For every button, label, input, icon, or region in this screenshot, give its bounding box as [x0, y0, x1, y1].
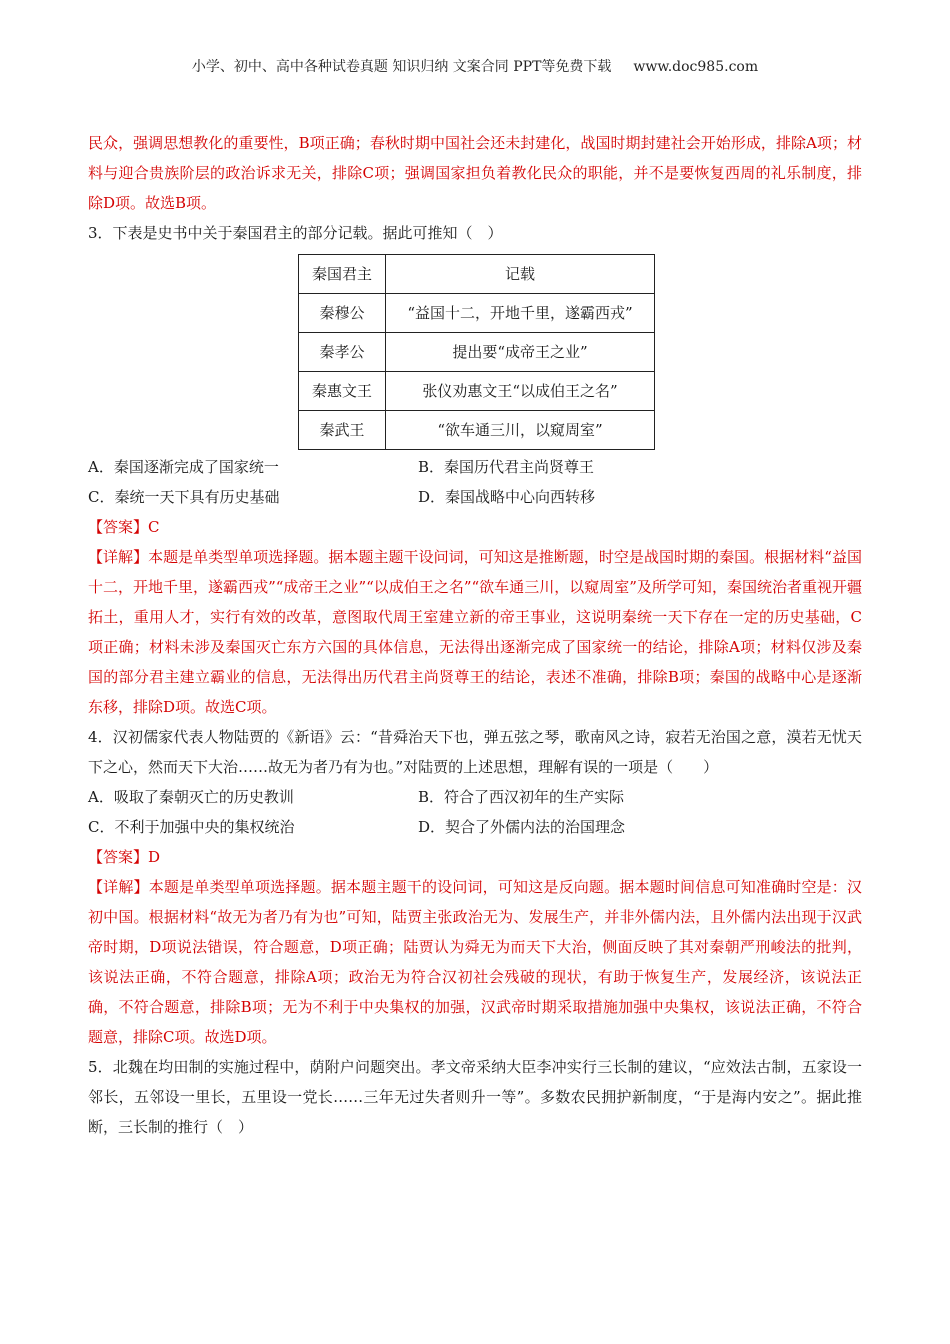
q4-answer: 【答案】D — [88, 848, 161, 866]
table-row — [299, 411, 655, 450]
table-header-cell: 记载 — [386, 255, 655, 294]
table-row — [299, 333, 655, 372]
q4-option-c: C．不利于加强中央的集权统治 — [88, 818, 295, 836]
q3-stem: 3．下表是史书中关于秦国君主的部分记载。据此可推知（ ） — [88, 224, 503, 242]
header-text: 小学、初中、高中各种试卷真题 知识归纳 文案合同 PPT等免费下载 — [191, 59, 612, 75]
header-site: www.doc985.com — [633, 59, 759, 75]
q4-option-d: D．契合了外儒内法的治国理念 — [418, 818, 626, 836]
table-cell: 秦惠文王 — [299, 372, 386, 411]
table-row — [299, 294, 655, 333]
table-row — [299, 372, 655, 411]
q3-options — [88, 452, 862, 512]
q3-option-b: B．秦国历代君主尚贤尊王 — [418, 458, 595, 476]
q3-option-a: A．秦国逐渐完成了国家统一 — [88, 458, 279, 476]
table-cell: “益国十二，开地千里，遂霸西戎” — [386, 294, 655, 333]
prev-explanation: 民众，强调思想教化的重要性，B项正确；春秋时期中国社会还未封建化，战国时期封建社会开始形成，排除A项；材料与迎合贵族阶层的政治诉求无关，排除C项；强调国家担负着教化民众的职能，并不是要恢复西周的礼乐制度，排除D项。故选B项。 — [88, 134, 862, 212]
table-cell: 张仪劝惠文王“以成伯王之名” — [386, 372, 655, 411]
table-cell: 秦孝公 — [299, 333, 386, 372]
q5-stem: 5．北魏在均田制的实施过程中，荫附户问题突出。孝文帝采纳大臣李冲实行三长制的建议，“应效法古制，五家设一邻长，五邻设一里长，五里设一党长……三年无过失者则升一等”。多数农民拥护新制度，“于是海内安之”。据此推断，三长制的推行（ ） — [88, 1058, 862, 1136]
q4-stem: 4．汉初儒家代表人物陆贾的《新语》云：“昔舜治天下也，弹五弦之琴，歌南风之诗，寂若无治国之意，漠若无忧天下之心，然而天下大治……故无为者乃有为也。”对陆贾的上述思想，理解有误的一项是（ ） — [88, 728, 862, 776]
table-cell: 秦武王 — [299, 411, 386, 450]
table-header-cell: 秦国君主 — [299, 255, 386, 294]
page-header — [0, 56, 950, 76]
q3-table — [298, 254, 655, 450]
q4-options — [88, 782, 862, 842]
table-cell: 秦穆公 — [299, 294, 386, 333]
document-body — [88, 128, 862, 1142]
table-header-row — [299, 255, 655, 294]
q4-option-a: A．吸取了秦朝灭亡的历史教训 — [88, 788, 294, 806]
q4-option-b: B．符合了西汉初年的生产实际 — [418, 788, 625, 806]
q4-explanation: 【详解】本题是单类型单项选择题。据本题主题干的设问词，可知这是反向题。据本题时间信息可知准确时空是：汉初中国。根据材料“故无为者乃有为也”可知，陆贾主张政治无为、发展生产，并非外儒内法，且外儒内法出现于汉武帝时期，D项说法错误，符合题意，D项正确；陆贾认为舜无为而天下大治，侧面反映了其对秦朝严刑峻法的批判，该说法正确，不符合题意，排除A项；政治无为符合汉初社会残破的现状，有助于恢复生产，发展经济，该说法正确，不符合题意，排除B项；无为不利于中央集权的加强，汉武帝时期采取措施加强中央集权，该说法正确，不符合题意，排除C项。故选D项。 — [88, 878, 862, 1046]
q3-explanation: 【详解】本题是单类型单项选择题。据本题主题干设问词，可知这是推断题，时空是战国时期的秦国。根据材料“益国十二，开地千里，遂霸西戎”“成帝王之业”“以成伯王之名”“欲车通三川，以窥周室”及所学可知，秦国统治者重视开疆拓土，重用人才，实行有效的改革，意图取代周王室建立新的帝王事业，这说明秦统一天下存在一定的历史基础，C项正确；材料未涉及秦国灭亡东方六国的具体信息，无法得出逐渐完成了国家统一的结论，排除A项；材料仅涉及秦国的部分君主建立霸业的信息，无法得出历代君主尚贤尊王的结论，表述不准确，排除B项；秦国的战略中心是逐渐东移，排除D项。故选C项。 — [88, 548, 862, 716]
q3-answer: 【答案】C — [88, 518, 160, 536]
q3-option-c: C．秦统一天下具有历史基础 — [88, 488, 280, 506]
table-cell: “欲车通三川，以窥周室” — [386, 411, 655, 450]
q3-option-d: D．秦国战略中心向西转移 — [418, 488, 596, 506]
table-cell: 提出要“成帝王之业” — [386, 333, 655, 372]
